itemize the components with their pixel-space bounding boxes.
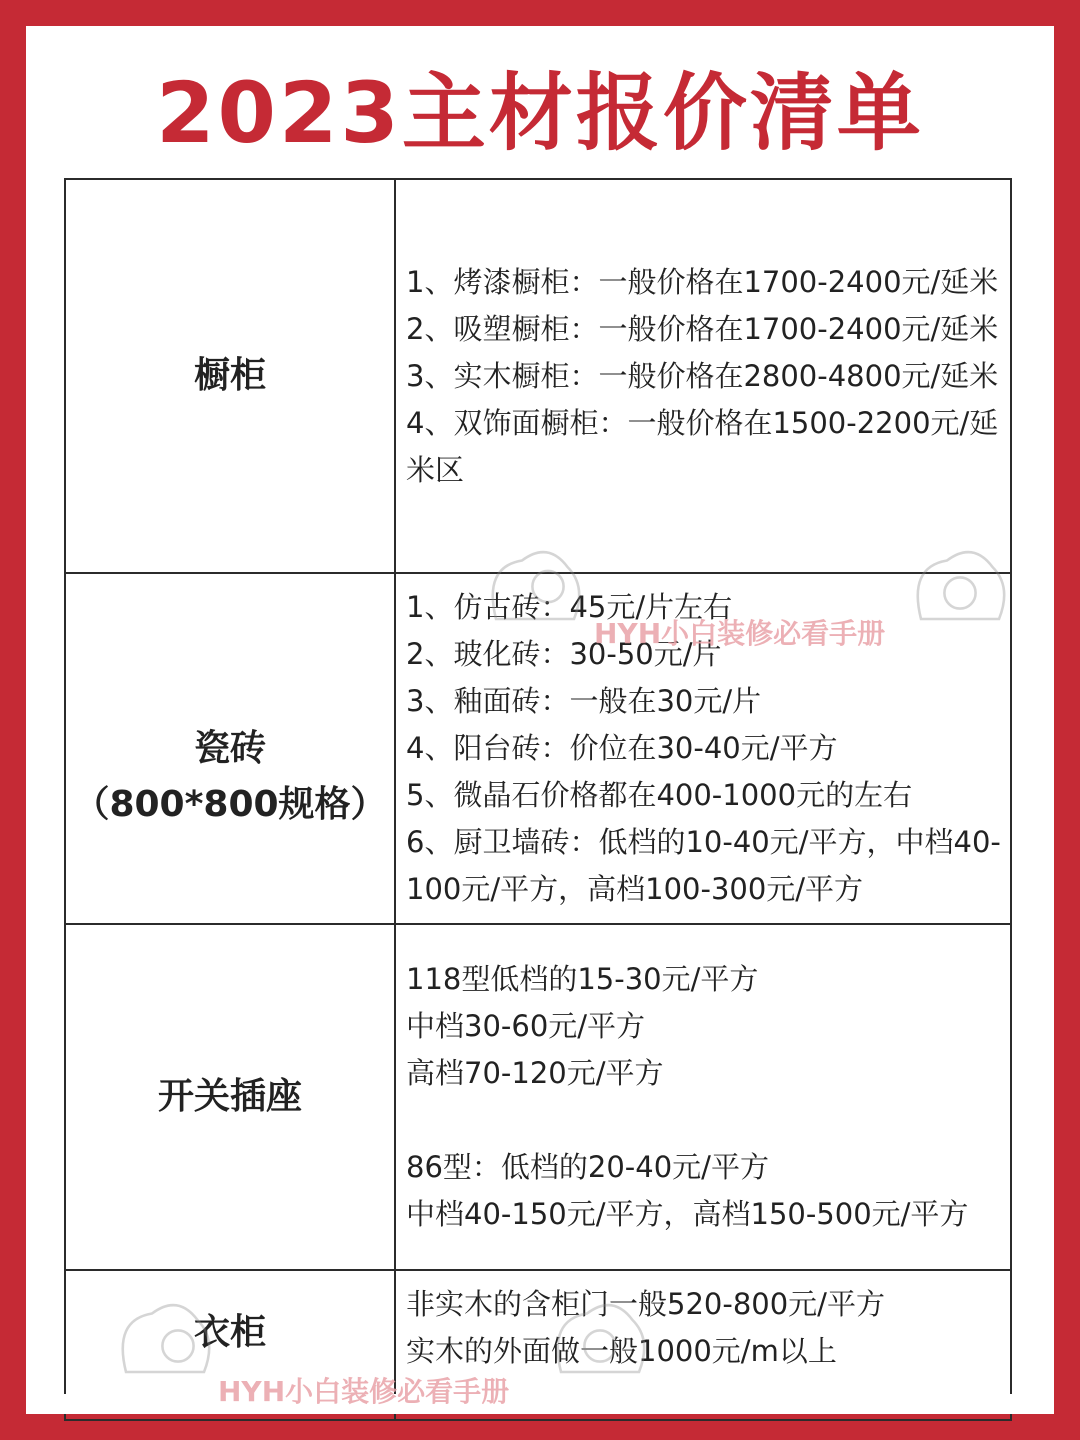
detail-line: 4、双饰面橱柜：一般价格在1500-2200元/延米区 <box>406 405 999 487</box>
detail-line: 1、烤漆橱柜：一般价格在1700-2400元/延米 <box>406 264 999 299</box>
detail-line: 2、玻化砖：30-50元/片 <box>406 637 722 671</box>
cat-watermark-icon <box>100 1268 230 1398</box>
category-label: 开关插座 <box>157 1076 302 1117</box>
category-cell <box>65 924 395 1270</box>
watermark-text: HYH小白装修必看手册 <box>218 1375 510 1408</box>
price-table <box>64 178 1012 1421</box>
category-label: 瓷砖 （800*800规格） <box>73 727 387 825</box>
detail-line <box>406 1097 1002 1144</box>
detail-line: 5、微晶石价格都在400-1000元的左右 <box>406 778 913 812</box>
category-cell <box>65 573 395 924</box>
detail-cell <box>395 179 1011 573</box>
detail-line: 中档30-60元/平方 <box>406 1009 646 1043</box>
detail-line: 118型低档的15-30元/平方 <box>406 962 759 996</box>
detail-line: 86型：低档的20-40元/平方 <box>406 1150 769 1184</box>
category-label: 橱柜 <box>193 355 266 396</box>
detail-line: 6、厨卫墙砖：低档的10-40元/平方，中档40-100元/平方，高档100-300元/平方 <box>406 825 1001 906</box>
cat-watermark-icon <box>470 515 600 645</box>
page-title: 2023主材报价清单 <box>156 64 924 162</box>
detail-line: 非实木的含柜门一般520-800元/平方 <box>406 1287 885 1321</box>
cat-watermark-icon <box>895 515 1025 645</box>
detail-line: 3、实木橱柜：一般价格在2800-4800元/延米 <box>406 358 999 393</box>
detail-line: 实木的外面做一般1000元/m以上 <box>406 1334 837 1368</box>
table-row <box>65 179 1011 573</box>
detail-line: 3、釉面砖：一般在30元/片 <box>406 684 762 718</box>
cat-watermark-icon <box>535 1268 665 1398</box>
category-label: 衣柜 <box>193 1312 266 1353</box>
detail-line: 4、阳台砖：价位在30-40元/平方 <box>406 731 838 765</box>
watermark-text: HYH小白装修必看手册 <box>594 617 886 650</box>
detail-line: 1、仿古砖：45元/片左右 <box>406 590 733 624</box>
detail-line: 高档70-120元/平方 <box>406 1056 664 1090</box>
detail-line: 2、吸塑橱柜：一般价格在1700-2400元/延米 <box>406 311 999 346</box>
category-cell <box>65 179 395 573</box>
table-row <box>65 924 1011 1270</box>
detail-cell <box>395 924 1011 1270</box>
detail-line: 中档40-150元/平方，高档150-500元/平方 <box>406 1197 969 1231</box>
